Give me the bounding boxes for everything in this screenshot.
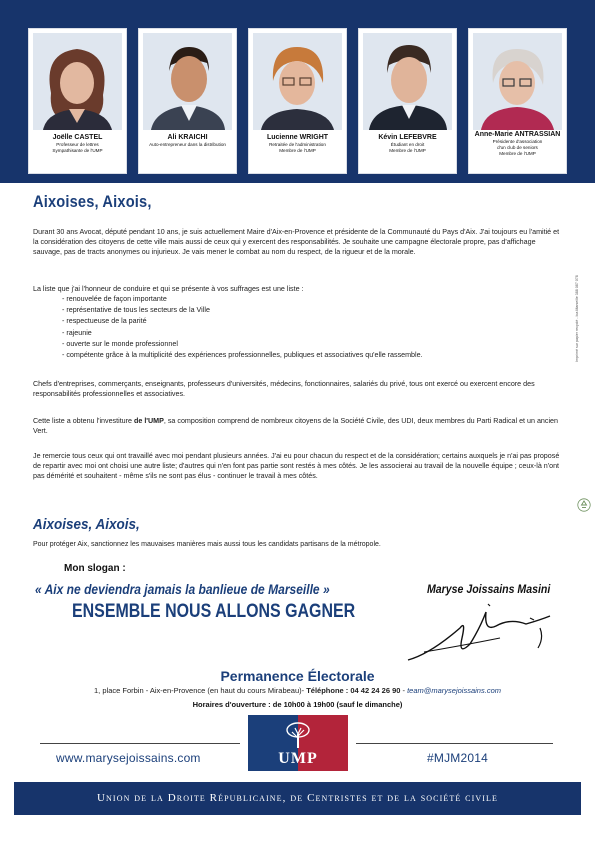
candidate-photo <box>143 33 232 130</box>
candidate-card <box>248 28 347 174</box>
signature <box>400 598 570 668</box>
list-item: - représentative de tous les secteurs de la Ville <box>62 306 210 315</box>
candidate-name: Kévin LEFEBVRE <box>378 134 437 141</box>
candidate-photo <box>33 33 122 130</box>
candidate-role: Membre de l'UMP <box>279 148 316 153</box>
candidate-role: d'un club de seniors <box>497 145 538 150</box>
office-phone: Téléphone : 04 42 24 26 90 <box>306 686 401 695</box>
candidate-photo <box>363 33 452 130</box>
candidate-card <box>138 28 237 174</box>
greeting-heading: Aixoises, Aixois, <box>33 192 152 211</box>
thanks-paragraph: Je remercie tous ceux qui ont travaillé avec moi pendant plusieurs années. J'ai eu pour chacun du respect et de la considération; certains auxquels je n'ai pas proposé de repartir avec moi ont choisi une autre liste; d'autres qui n'en font pas partie sont restés à mes côtés. Je les associerai au travail de la nouvelle équipe ; ceux-là n'ont pas démérité et souhaitent - même s'ils ne sont pas élus - continuer le travail à mes côtés. <box>33 452 560 481</box>
greeting-heading-2: Aixoises, Aixois, <box>33 516 140 533</box>
list-item: - respectueuse de la parité <box>62 317 147 326</box>
slogan-label: Mon slogan : <box>64 563 126 574</box>
ump-logo-text: UMP <box>278 750 318 767</box>
office-hours: Horaires d'ouverture : de 10h00 à 19h00 (sauf le dimanche) <box>192 700 403 709</box>
candidate-role: Professeur de lettres <box>56 142 99 147</box>
list-item: - renouvelée de façon importante <box>62 295 167 303</box>
website-link[interactable]: www.marysejoissains.com <box>56 751 201 765</box>
candidate-name: Ali KRAICHI <box>167 134 208 141</box>
slogan-rallying: ENSEMBLE NOUS ALLONS GAGNER <box>72 601 356 622</box>
slogan-quote: « Aix ne deviendra jamais la banlieue de Marseille » <box>35 581 330 597</box>
candidate-cards <box>28 28 568 174</box>
candidate-role: Auto-entrepreneur dans la distribution <box>149 142 226 147</box>
signer-name: Maryse Joissains Masini <box>427 582 551 596</box>
footer-banner <box>14 782 581 815</box>
ump-highlight: de l'UMP <box>134 417 164 425</box>
candidate-card <box>358 28 457 174</box>
list-item: - ouverte sur le monde professionnel <box>62 339 178 348</box>
office-address: 1, place Forbin - Aix-en-Provence (en haut du cours Mirabeau)- Téléphone : 04 42 24 26 90 - team@marysejoissains.com <box>94 686 501 695</box>
office-title: Permanence Électorale <box>220 668 375 684</box>
candidate-card <box>28 28 127 174</box>
list-item: - compétente grâce à la multiplicité des expériences professionnelles, publiques et associatives qu'elle rassemble. <box>62 351 423 360</box>
recycle-icon <box>577 498 591 512</box>
investiture-paragraph: Cette liste a obtenu l'investiture de l'UMP, sa composition comprend de nombreux citoyens de la Société Civile, des UDI, deux membres du Parti Radical et un ancien Vert. <box>33 417 558 436</box>
list-intro: La liste que j'ai l'honneur de conduire et qui se présente à vos suffrages est une liste : <box>33 285 304 293</box>
candidate-role: Présidente d'association <box>492 139 543 144</box>
candidate-role: Membre de l'UMP <box>499 151 536 156</box>
candidate-name: Joëlle CASTEL <box>52 134 103 141</box>
ump-logo <box>248 715 348 771</box>
candidate-photo <box>473 33 562 130</box>
intro-paragraph: Durant 30 ans Avocat, député pendant 10 ans, je suis actuellement Maire d'Aix-en-Provence et présidente de la Communauté du Pays d'Aix. J'ai toujours eu l'amitié et la considération des citoyens de cette ville mais aussi de ceux qui y exercent des responsabilités. Je souhaite une campagne électorale propre, pas d'affichage sauvage, pas de tracts anonymes ou injurieux. Je vais mener le combat au nom du respect, de la rigueur et de la morale. <box>33 228 560 257</box>
candidate-role: Retraitée de l'administration <box>269 142 326 147</box>
candidate-card <box>468 28 567 174</box>
candidate-role: Étudiant en droit <box>390 142 425 147</box>
candidate-role: Membre de l'UMP <box>389 148 426 153</box>
hashtag: #MJM2014 <box>427 751 488 765</box>
candidate-photo <box>253 33 342 130</box>
list-item: - rajeunie <box>62 328 92 337</box>
ump-tree-logo <box>283 720 313 750</box>
footer-slogan: Union de la Droite Républicaine, de Centristes et de la société civile <box>97 792 498 804</box>
candidates-header <box>0 0 595 183</box>
candidate-name: Anne-Marie ANTRASSIAN <box>474 131 561 138</box>
divider <box>356 743 553 744</box>
list-qualities <box>62 294 522 361</box>
candidate-name: Lucienne WRIGHT <box>266 134 329 141</box>
candidate-role: Sympathisante de l'UMP <box>52 148 103 153</box>
divider <box>40 743 240 744</box>
protect-sentence: Pour protéger Aix, sanctionnez les mauvaises manières mais aussi tous les candidats partisans de la métropole. <box>33 541 381 548</box>
professions-paragraph: Chefs d'entreprises, commerçants, enseignants, professeurs d'universités, médecins, fonctionnaires, salariés du privé, tous ont exercé ou exercent encore des responsabilités professionnelles et associatives. <box>33 380 535 399</box>
office-email[interactable]: team@marysejoissains.com <box>407 686 501 695</box>
print-note: Imprimé sur papier recyclé - Ica Marseille 388 087 078 <box>575 275 579 362</box>
